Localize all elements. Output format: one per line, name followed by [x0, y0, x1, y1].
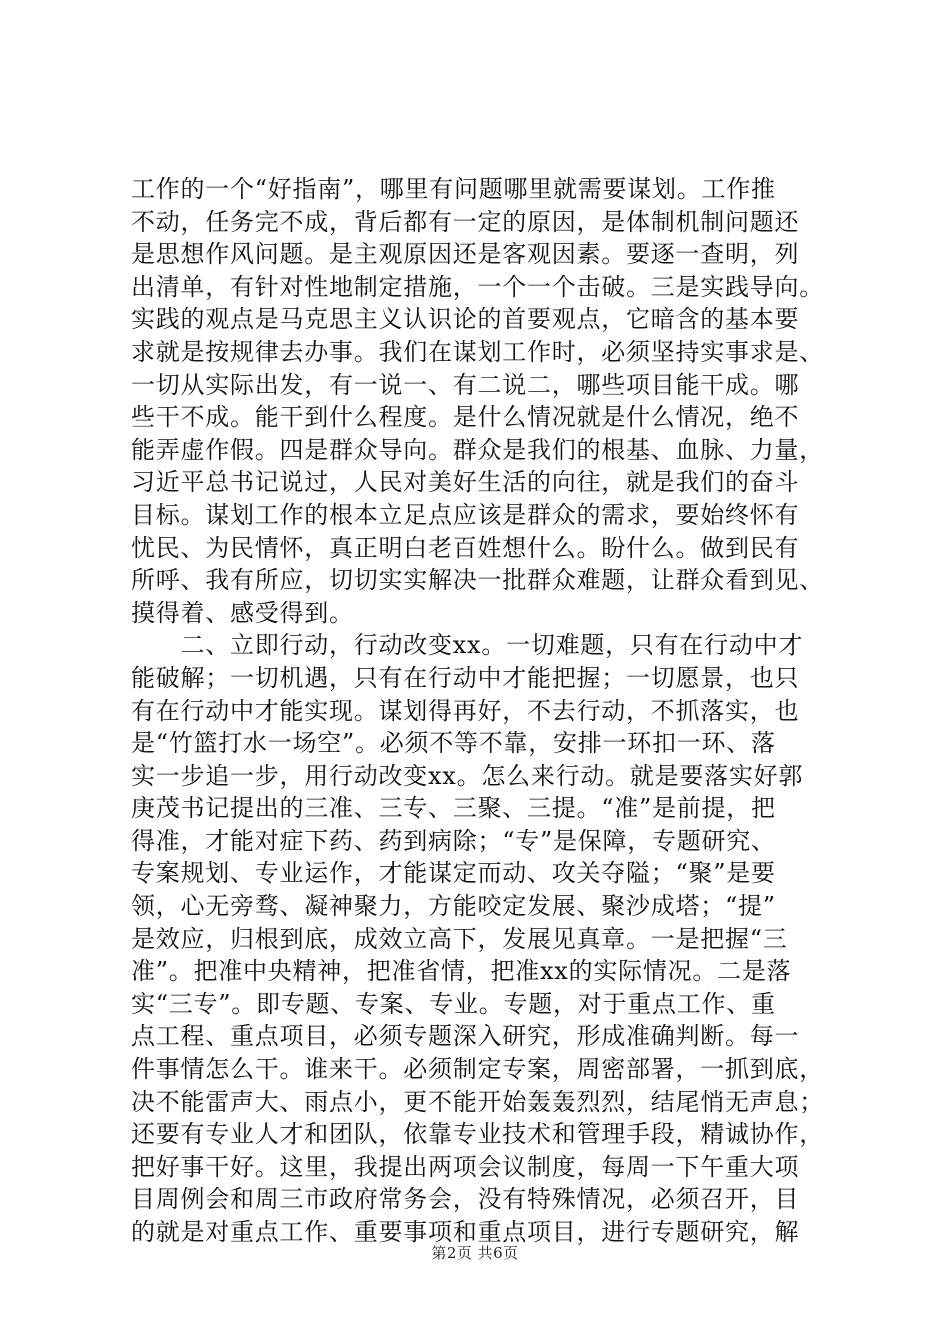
text-line: 不动，任务完不成，背后都有一定的原因，是体制机制问题还: [131, 207, 800, 236]
text-line: 得准，才能对症下药、药到病除；“专”是保障，专题研究、: [131, 826, 776, 855]
text-line: 出清单，有针对性地制定措施，一个一个击破。三是实践导向。: [131, 272, 824, 301]
text-line: 一切从实际出发，有一说一、有二说二，哪些项目能干成。哪: [131, 370, 800, 399]
text-line: 有在行动中才能实现。谋划得再好，不去行动，不抓落实，也: [131, 696, 800, 725]
text-line: 把好事干好。这里，我提出两项会议制度，每周一下午重大项: [131, 1152, 800, 1181]
text-line: 是思想作风问题。是主观原因还是客观因素。要逐一查明，列: [131, 240, 800, 269]
text-line: 求就是按规律去办事。我们在谋划工作时，必须坚持实事求是、: [131, 337, 824, 366]
text-line: 所呼、我有所应，切切实实解决一批群众难题，让群众看到见、: [131, 566, 824, 595]
text-line: 件事情怎么干。谁来干。必须制定专案，周密部署，一抓到底，: [131, 1055, 824, 1084]
text-line: 是“竹篮打水一场空”。必须不等不靠，安排一环扣一环、落: [131, 729, 776, 758]
text-line: 目标。谋划工作的根本立足点应该是群众的需求，要始终怀有: [131, 500, 800, 529]
body-text: [131, 173, 831, 1249]
text-line: 实“三专”。即专题、专案、专业。专题，对于重点工作、重: [131, 989, 776, 1018]
text-line: 二、立即行动，行动改变xx。一切难题，只有在行动中才: [131, 631, 804, 660]
text-line: 能破解；一切机遇，只有在行动中才能把握；一切愿景，也只: [131, 663, 800, 692]
text-line: 点工程、重点项目，必须专题深入研究，形成准确判断。每一: [131, 1022, 800, 1051]
text-line: 实践的观点是马克思主义认识论的首要观点，它暗含的基本要: [131, 305, 800, 334]
text-line: 的就是对重点工作、重要事项和重点项目，进行专题研究，解: [131, 1218, 800, 1246]
text-line: 些干不成。能干到什么程度。是什么情况就是什么情况，绝不: [131, 403, 800, 432]
text-line: 准”。把准中央精神，把准省情，把准xx的实际情况。二是落: [131, 957, 792, 986]
text-line: 还要有专业人才和团队，依靠专业技术和管理手段，精诚协作，: [131, 1120, 824, 1149]
text-line: 是效应，归根到底，成效立高下，发展见真章。一是把握“三: [131, 924, 788, 953]
text-line: 目周例会和周三市政府常务会，没有特殊情况，必须召开，目: [131, 1185, 800, 1214]
text-line: 领，心无旁骛、凝神聚力，方能咬定发展、聚沙成塔；“提”: [131, 892, 776, 921]
text-line: 工作的一个“好指南”，哪里有问题哪里就需要谋划。工作推: [131, 175, 776, 203]
text-line: 专案规划、专业运作，才能谋定而动、攻关夺隘；“聚”是要: [131, 859, 776, 888]
text-line: 能弄虚作假。四是群众导向。群众是我们的根基、血脉、力量，: [131, 435, 824, 464]
text-line: 习近平总书记说过，人民对美好生活的向往，就是我们的奋斗: [131, 468, 800, 497]
text-line: 实一步追一步，用行动改变xx。怎么来行动。就是要落实好郭: [131, 761, 804, 790]
page-footer: 第2页 共6页: [431, 1244, 519, 1262]
text-line: 决不能雷声大、雨点小，更不能开始轰轰烈烈，结尾悄无声息；: [131, 1087, 824, 1116]
text-line: 摸得着、感受得到。: [131, 598, 354, 627]
text-line: 忧民、为民情怀，真正明白老百姓想什么。盼什么。做到民有: [131, 533, 800, 562]
text-line: 庚茂书记提出的三准、三专、三聚、三提。“准”是前提，把: [131, 794, 776, 823]
